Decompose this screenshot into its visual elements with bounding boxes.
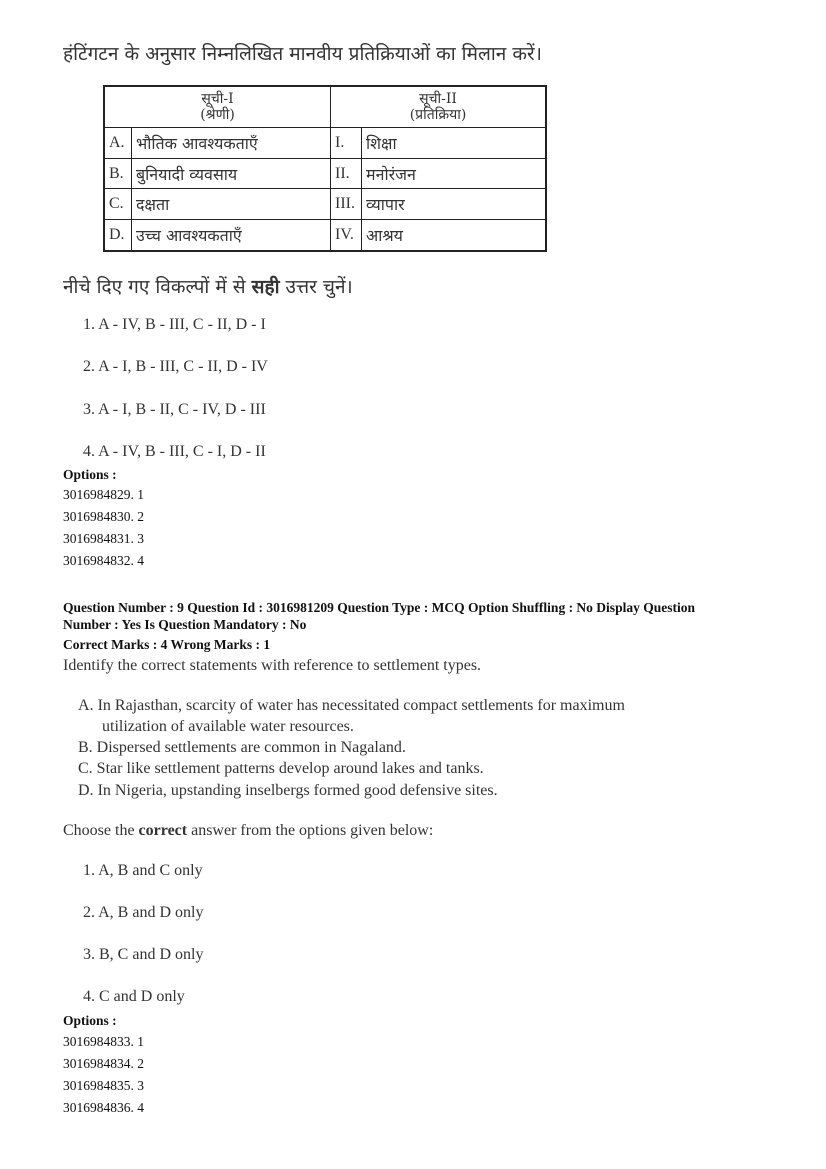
question-stem: हंटिंगटन के अनुसार निम्नलिखित मानवीय प्रतिक्रियाओं का मिलान करें।	[63, 43, 542, 65]
option-id: 3016984834. 2	[63, 1056, 144, 1071]
table-row: C. दक्षता III. व्यापार	[104, 189, 546, 220]
option-id: 3016984832. 4	[63, 553, 144, 568]
answer-instruction: Choose the correct answer from the options given below:	[63, 822, 434, 839]
statement-a-cont: utilization of available water resources.	[102, 718, 354, 735]
list-2-header: सूची-II (प्रतिक्रिया)	[331, 86, 547, 128]
choice-3: 3. B, C and D only	[83, 946, 204, 963]
answer-instruction: नीचे दिए गए विकल्पों में से सही उत्तर चुनें।	[63, 276, 353, 298]
question-meta-cont: Number : Yes Is Question Mandatory : No	[63, 617, 307, 632]
choice-1: 1. A - IV, B - III, C - II, D - I	[83, 316, 266, 333]
table-row: B. बुनियादी व्यवसाय II. मनोरंजन	[104, 158, 546, 189]
marks-info: Correct Marks : 4 Wrong Marks : 1	[63, 637, 271, 652]
choice-4: 4. A - IV, B - III, C - I, D - II	[83, 443, 266, 460]
choice-1: 1. A, B and C only	[83, 862, 203, 879]
option-id: 3016984829. 1	[63, 487, 144, 502]
statement-b: B. Dispersed settlements are common in Nagaland.	[78, 739, 406, 756]
list-1-header: सूची-I (श्रेणी)	[104, 86, 331, 128]
choice-3: 3. A - I, B - II, C - IV, D - III	[83, 401, 266, 418]
option-id: 3016984833. 1	[63, 1034, 144, 1049]
choice-2: 2. A, B and D only	[83, 904, 204, 921]
statement-d: D. In Nigeria, upstanding inselbergs formed good defensive sites.	[78, 782, 498, 799]
option-id: 3016984831. 3	[63, 531, 144, 546]
option-id: 3016984836. 4	[63, 1100, 144, 1115]
options-label: Options :	[63, 1013, 117, 1028]
question-meta: Question Number : 9 Question Id : 3016981209 Question Type : MCQ Option Shuffling : No Display Question	[63, 600, 695, 615]
statement-a: A. In Rajasthan, scarcity of water has necessitated compact settlements for maximum	[78, 697, 625, 714]
table-row: D. उच्च आवश्यकताएँ IV. आश्रय	[104, 220, 546, 251]
options-label: Options :	[63, 467, 117, 482]
question-stem: Identify the correct statements with reference to settlement types.	[63, 657, 482, 674]
choice-4: 4. C and D only	[83, 988, 185, 1005]
choice-2: 2. A - I, B - III, C - II, D - IV	[83, 358, 268, 375]
table-row: A. भौतिक आवश्यकताएँ I. शिक्षा	[104, 128, 546, 159]
option-id: 3016984835. 3	[63, 1078, 144, 1093]
match-table	[103, 85, 547, 252]
option-id: 3016984830. 2	[63, 509, 144, 524]
statement-c: C. Star like settlement patterns develop around lakes and tanks.	[78, 760, 484, 777]
